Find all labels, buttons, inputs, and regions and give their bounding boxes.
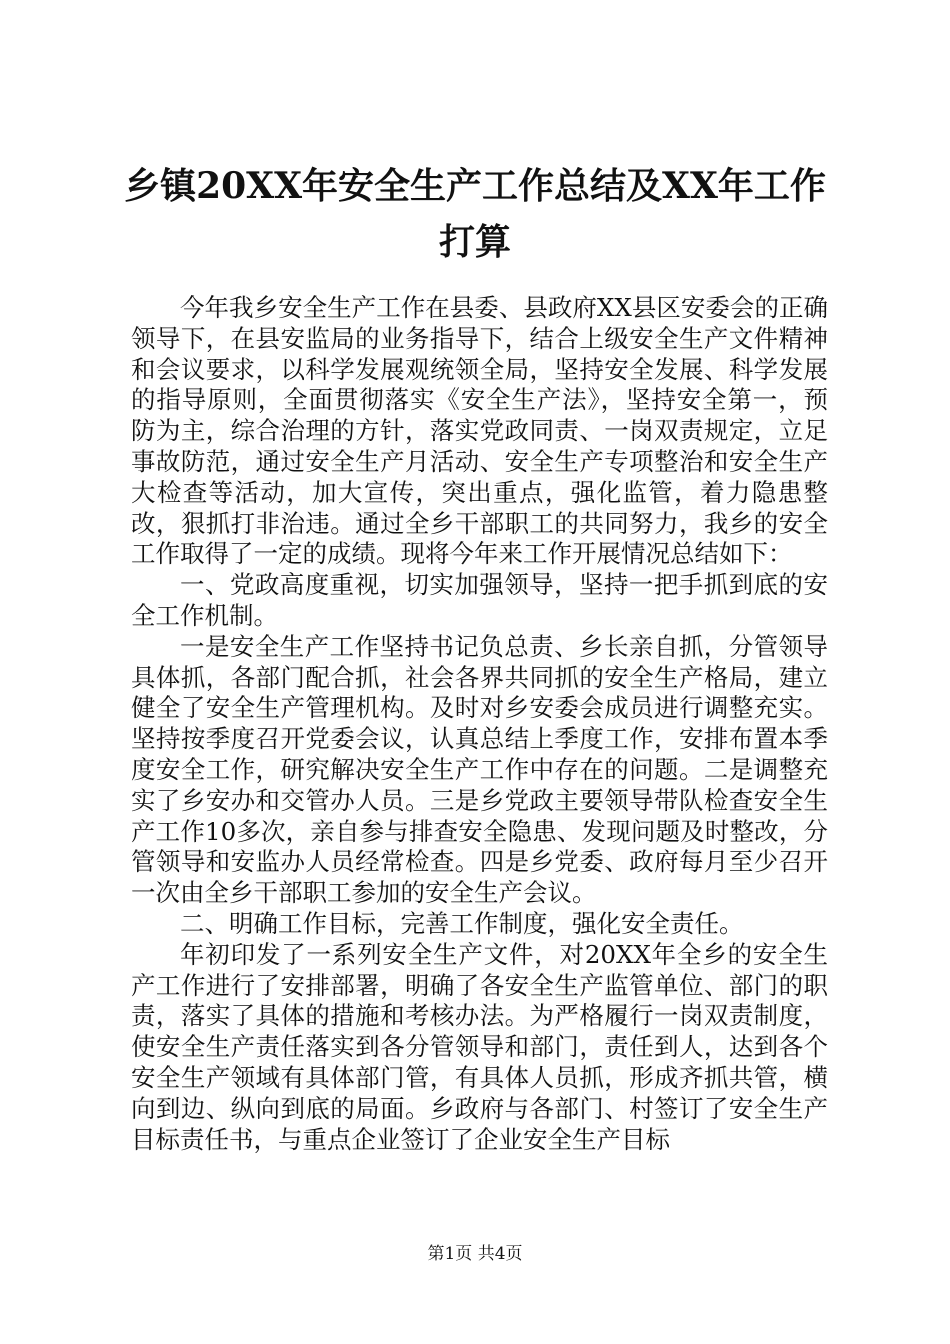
paragraph-intro: 今年我乡安全生产工作在县委、县政府XX县区安委会的正确领导下，在县安监局的业务指导下，结合上级安全生产文件精神和会议要求，以科学发展观统领全局，坚持安全发展、科学发展的指导原则，全面贯彻落实《安全生产法》，坚持安全第一，预防为主，综合治理的方针，落实党政同责、一岗双责规定，立足事故防范，通过安全生产月活动、安全生产专项整治和安全生产大检查等活动，加大宣传，突出重点，强化监管，着力隐患整改，狠抓打非治违。通过全乡干部职工的共同努力，我乡的安全工作取得了一定的成绩。现将今年来工作开展情况总结如下： (131, 293, 828, 569)
section-heading-1: 一、党政高度重视，切实加强领导，坚持一把手抓到底的安全工作机制。 (131, 570, 828, 630)
document-body (131, 293, 828, 1155)
page-number-footer: 第1页 共4页 (427, 1244, 523, 1264)
paragraph-section-1: 一是安全生产工作坚持书记负总责、乡长亲自抓，分管领导具体抓，各部门配合抓，社会各界共同抓的安全生产格局，建立健全了安全生产管理机构。及时对乡安委会成员进行调整充实。坚持按季度召开党委会议，认真总结上季度工作，安排布置本季度安全工作，研究解决安全生产工作中存在的问题。二是调整充实了乡安办和交管办人员。三是乡党政主要领导带队检查安全生产工作10多次，亲自参与排查安全隐患、发现问题及时整改，分管领导和安监办人员经常检查。四是乡党委、政府每月至少召开一次由全乡干部职工参加的安全生产会议。 (131, 631, 828, 908)
document-title: 乡镇20XX年安全生产工作总结及XX年工作打算 (124, 165, 826, 263)
paragraph-section-2: 年初印发了一系列安全生产文件，对20XX年全乡的安全生产工作进行了安排部署，明确了各安全生产监管单位、部门的职责，落实了具体的措施和考核办法。为严格履行一岗双责制度，使安全生产责任落实到各分管领导和部门，责任到人，达到各个安全生产领域有具体部门管，有具体人员抓，形成齐抓共管，横向到边、纵向到底的局面。乡政府与各部门、村签订了安全生产目标责任书，与重点企业签订了企业安全生产目标 (131, 939, 828, 1154)
section-heading-2: 二、明确工作目标，完善工作制度，强化安全责任。 (180, 908, 744, 938)
